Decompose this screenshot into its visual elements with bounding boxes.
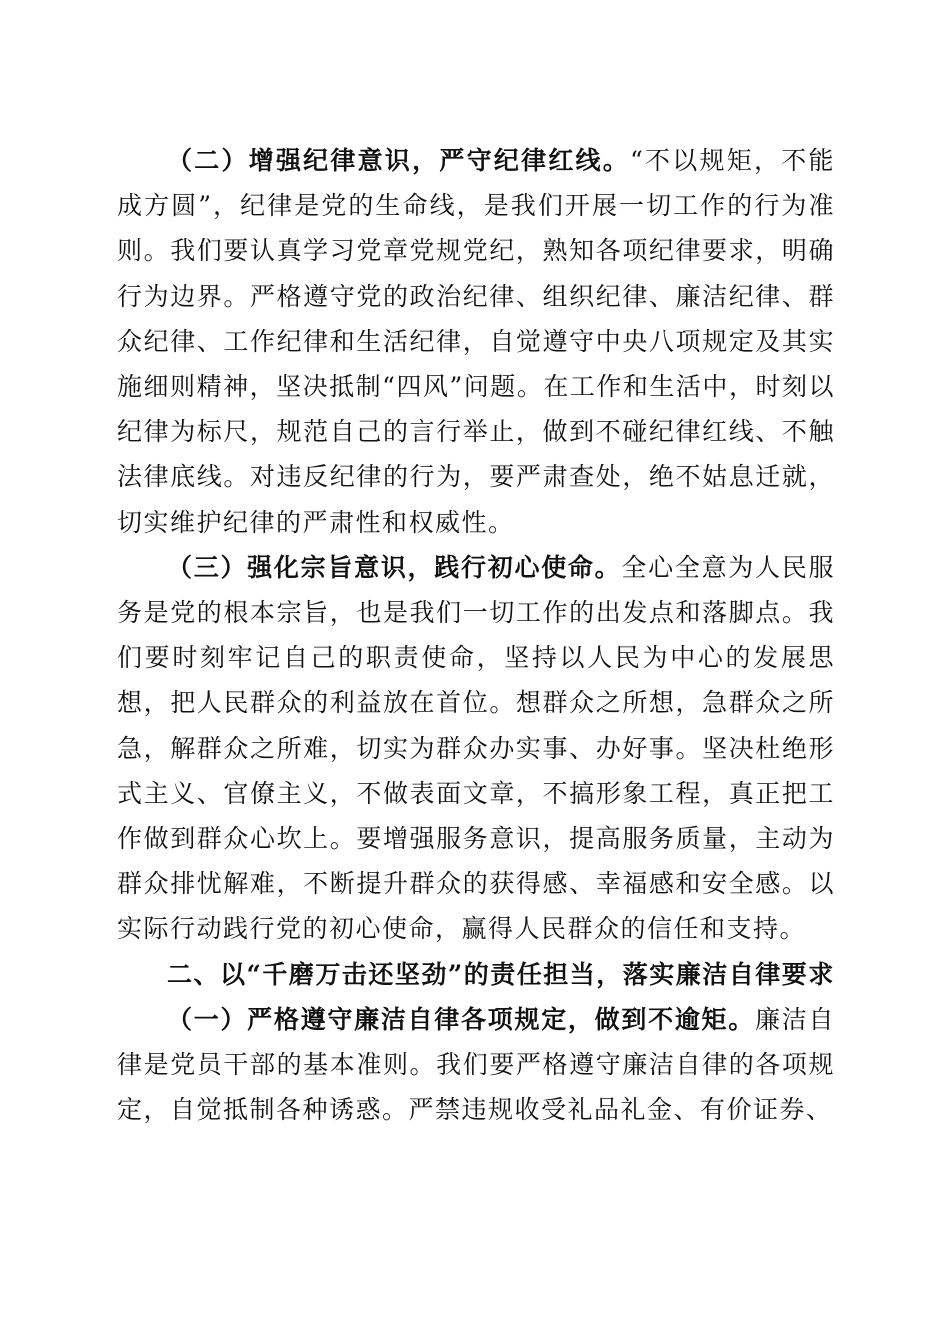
paragraph-body-discipline: “不以规矩，不能成方圆”，纪律是党的生命线，是我们开展一切工作的行为准则。我们要认真学习党章党规党纪，熟知各项纪律要求，明确行为边界。严格遵守党的政治纪律、组织纪律、廉洁纪律、群众纪律、工作纪律和生活纪律，自觉遵守中央八项规定及其实施细则精神，坚决抵制“四风”问题。在工作和生活中，时刻以纪律为标尺，规范自己的言行举止，做到不碰纪律红线、不触法律底线。对违反纪律的行为，要严肃查处，绝不姑息迁就，切实维护纪律的严肃性和权威性。	[117, 146, 835, 537]
document-page	[117, 138, 835, 1132]
paragraph-body-integrity: 廉洁自律是党员干部的基本准则。我们要严格遵守廉洁自律的各项规定，自觉抵制各种诱惑。严禁违规收受礼品礼金、有价证券、	[117, 1004, 835, 1125]
paragraph-lead-discipline: （二）增强纪律意识，严守纪律红线。	[167, 146, 631, 175]
paragraph-body-purpose: 全心全意为人民服务是党的根本宗旨，也是我们一切工作的出发点和落脚点。我们要时刻牢记自己的职责使命，坚持以人民为中心的发展思想，把人民群众的利益放在首位。想群众之所想，急群众之所急，解群众之所难，切实为群众办实事、办好事。坚决杜绝形式主义、官僚主义，不做表面文章，不搞形象工程，真正把工作做到群众心坎上。要增强服务意识，提高服务质量，主动为群众排忧解难，不断提升群众的获得感、幸福感和安全感。以实际行动践行党的初心使命，赢得人民群众的信任和支持。	[117, 552, 835, 944]
paragraph-discipline	[117, 138, 835, 545]
paragraph-lead-integrity: （一）严格遵守廉洁自律各项规定，做到不逾矩。	[167, 1004, 756, 1034]
paragraph-lead-purpose: （三）强化宗旨意识，践行初心使命。	[167, 552, 622, 582]
section-heading-two: 二、以“千磨万击还坚劲”的责任担当，落实廉洁自律要求	[167, 959, 835, 989]
paragraph-purpose	[117, 545, 835, 952]
paragraph-integrity	[117, 997, 835, 1133]
